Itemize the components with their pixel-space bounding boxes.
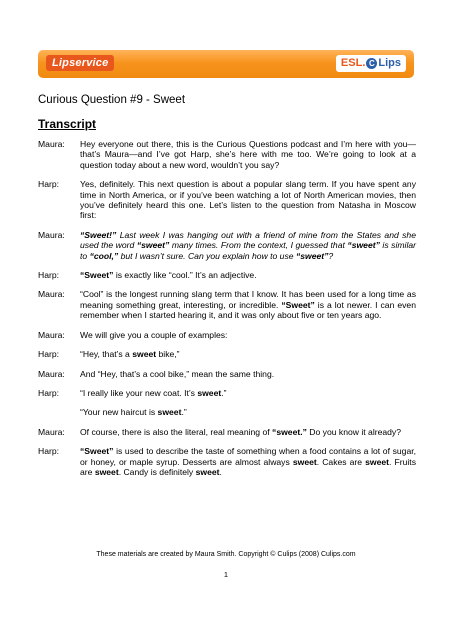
text-segment: Of course, there is also the literal, real meaning of (80, 426, 273, 437)
document-title: Curious Question #9 - Sweet (38, 94, 186, 106)
text-segment: It’s an adjective. (192, 270, 257, 281)
text-segment: We will give you a couple of examples: (80, 329, 228, 340)
speaker-label: Harp: (38, 270, 60, 281)
speaker-label: Harp: (38, 349, 60, 360)
speech-text (80, 369, 416, 379)
speaker-label: Harp: (38, 446, 60, 457)
transcript-line (38, 407, 416, 417)
text-segment: is the longest running slang term that I know. It has been used for a long time as meaning something great, interesting, or incredible. (80, 289, 416, 310)
transcript-line (38, 369, 416, 379)
text-segment: “Your new haircut is (80, 407, 158, 418)
text-segment: Yes, definitely. This next question is about a popular slang term. If you have spent any time in North America, or if you’ve been watching a lot of North American movies, then you’ve definitely heard this one. Let’s listen to the question from Natasha in Moscow first: (80, 179, 416, 221)
emphasized-text: sweet (197, 387, 222, 398)
text-segment: And (80, 368, 98, 379)
text-segment: is similar to (80, 240, 416, 261)
speech-text (80, 427, 416, 437)
emphasized-text: “sweet” (295, 250, 329, 261)
esl-culips-logo (336, 55, 406, 72)
transcript-line (38, 427, 416, 437)
text-segment: “cool.” (168, 270, 193, 281)
speech-text (80, 230, 416, 261)
speaker-label: Maura: (38, 139, 65, 149)
emphasized-text: sweet (157, 407, 182, 418)
transcript-line (38, 289, 416, 320)
text-segment: Do you know it already? (306, 426, 402, 437)
emphasized-text: “Sweet” (281, 299, 315, 310)
logo-esl-text: ESL. (340, 57, 366, 69)
emphasized-text: “Sweet” (80, 446, 114, 457)
text-segment: but I wasn’t sure. Can you explain how to use (118, 250, 296, 261)
emphasized-text: “sweet” (347, 240, 380, 251)
emphasized-text: sweet (132, 349, 157, 360)
text-segment: . Candy is definitely (118, 466, 196, 477)
transcript-line (38, 349, 416, 359)
logo-lips-text: Lips (378, 57, 401, 69)
emphasized-text: sweet (365, 456, 390, 467)
text-segment: . (219, 466, 222, 477)
text-segment: ? (328, 250, 334, 261)
speaker-label: Harp: (38, 387, 60, 398)
text-segment: is exactly like (113, 270, 169, 281)
text-segment: .” (181, 407, 187, 418)
transcript-line (38, 139, 416, 170)
text-segment: mean the same thing. (189, 368, 275, 379)
emphasized-text: “sweet.” (272, 426, 307, 437)
speech-text (80, 388, 416, 398)
emphasized-text: “sweet” (136, 240, 170, 251)
speech-text (80, 349, 416, 359)
transcript-line (38, 179, 416, 221)
speaker-label: Maura: (38, 426, 65, 437)
copyright-footer: These materials are created by Maura Smith. Copyright © Culips (2008) Culips.com (96, 551, 356, 558)
text-segment: many times. From the context, I guessed that (169, 240, 348, 251)
speech-text (80, 446, 416, 477)
speaker-label: Harp: (38, 179, 60, 190)
lipservice-logo: Lipservice (46, 55, 114, 71)
logo-c-circle: C (366, 58, 377, 69)
speaker-label: Maura: (38, 368, 65, 379)
transcript-line (38, 446, 416, 477)
text-segment: . Fruits are (80, 456, 416, 477)
text-segment: “Hey, that’s a cool bike,” (97, 368, 190, 379)
emphasized-text: “Sweet!” (80, 229, 120, 240)
emphasized-text: sweet (195, 466, 220, 477)
emphasized-text: sweet (292, 456, 317, 467)
emphasized-text: “Sweet” (80, 270, 114, 281)
speech-text (80, 289, 416, 320)
speaker-label: Maura: (38, 229, 65, 240)
text-segment: Hey everyone out there, this is the Curious Questions podcast and I’m here with you—that’s Maura—and I’ve got Harp, she’s here with me too. We’re going to look at a question today about a new word, wouldn’t you say? (80, 139, 416, 170)
transcript-body (38, 139, 416, 486)
text-segment: Last week I was hanging out with a friend of mine from the States and she used the word (80, 229, 416, 251)
text-segment: is a lot newer. I can even remember when I started hearing it, and it was only about five or ten years ago. (80, 299, 416, 321)
text-segment: “I really like your new coat. It’s (80, 387, 198, 398)
transcript-line (38, 330, 416, 340)
speaker-label: Maura: (38, 289, 65, 300)
transcript-heading: Transcript (38, 117, 97, 131)
speech-text (80, 270, 416, 280)
text-segment: “Hey, that’s a (80, 349, 133, 360)
transcript-line (38, 388, 416, 398)
text-segment: . Cakes are (316, 456, 366, 467)
speech-text (80, 179, 416, 221)
speech-text (80, 407, 416, 417)
emphasized-text: sweet (94, 466, 119, 477)
page-number: 1 (223, 570, 229, 579)
transcript-line (38, 270, 416, 280)
speaker-label (38, 407, 80, 417)
text-segment: bike,” (156, 349, 180, 360)
speaker-label: Maura: (38, 329, 65, 340)
emphasized-text: “cool,” (89, 250, 119, 261)
text-segment: .” (221, 387, 227, 398)
header-banner (38, 50, 414, 78)
text-segment: “Cool” (80, 289, 104, 300)
speech-text (80, 139, 416, 170)
text-segment: is used to describe the taste of something when a food contains a lot of sugar, or honey, or maple syrup. Desserts are almost always (80, 446, 416, 467)
transcript-line (38, 230, 416, 261)
speech-text (80, 330, 416, 340)
